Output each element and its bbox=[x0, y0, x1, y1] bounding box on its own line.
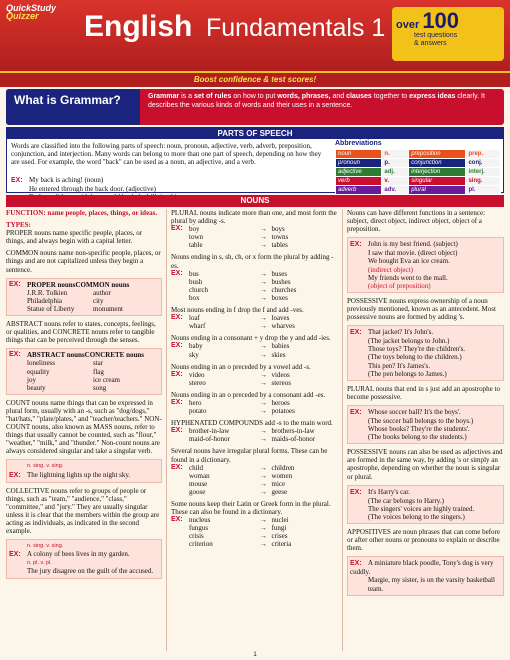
ex-label bbox=[171, 233, 189, 241]
plural-possessive-desc: PLURAL nouns that end in s just add an apostrophe to become possessive. bbox=[347, 384, 500, 401]
arrow-icon: → bbox=[260, 350, 267, 359]
abbreviations-heading: Abbreviations bbox=[335, 140, 382, 147]
ex-label: EX: bbox=[9, 471, 21, 479]
page-number: 1 bbox=[253, 652, 257, 658]
abbr-cell: p. bbox=[382, 159, 409, 168]
functions-examples bbox=[347, 237, 504, 293]
section-heading: PARTS OF SPEECH bbox=[7, 128, 503, 139]
app-ex-1: A miniature black poodle, Tony's dog is very cuddly. bbox=[350, 559, 494, 577]
nouns-column-3 bbox=[342, 209, 504, 651]
ex-label bbox=[171, 322, 189, 330]
ex-head-1: PROPER nouns bbox=[27, 280, 76, 289]
ex-label bbox=[171, 524, 189, 532]
arrow-icon: → bbox=[260, 277, 267, 286]
example-cell: author bbox=[93, 288, 111, 297]
abbr-cell: interjection bbox=[409, 168, 466, 177]
row-indent bbox=[9, 297, 27, 305]
ex-label: EX: bbox=[350, 488, 362, 496]
arrow-icon: → bbox=[260, 285, 267, 294]
ex-label bbox=[171, 407, 189, 415]
example-cell: equality bbox=[27, 367, 50, 376]
def-c: set of rules bbox=[193, 93, 232, 100]
plural-form: potatoes bbox=[271, 407, 295, 416]
count-desc: COUNT nouns name things that can be expressed in plural form, usually with an -s, such as "dog/dogs," "hat/hats," "plate/plates," and "teacher/teachers." NON-COUNT nouns, also known as MASS nouns, refer to things that usually cannot be counted, such as "flour," "weather," "milk," and "thunder." Non-count nouns are always considered singular and take a singular verb. bbox=[6, 398, 162, 456]
plural-row bbox=[171, 540, 338, 548]
brand-line2: Quizzer bbox=[6, 11, 39, 21]
plural-row bbox=[171, 488, 338, 496]
example-row bbox=[9, 289, 159, 297]
example-cell: flag bbox=[93, 367, 104, 376]
ex-label bbox=[171, 351, 189, 359]
example-cell: joy bbox=[27, 375, 36, 384]
def-f: and bbox=[330, 93, 347, 100]
plural-form: boys bbox=[271, 225, 285, 234]
arrow-icon: → bbox=[260, 370, 267, 379]
abbr-cell: noun bbox=[336, 150, 382, 159]
ex-label: EX: bbox=[350, 408, 362, 416]
plural-row bbox=[171, 351, 338, 359]
arrow-icon: → bbox=[260, 524, 267, 533]
def-b: is a bbox=[179, 93, 194, 100]
ex-label bbox=[171, 488, 189, 496]
plural-list-7 bbox=[171, 427, 338, 443]
app-ex-2: Margie, my sister, is on the varsity basketball team. bbox=[368, 576, 495, 593]
plural-list-4 bbox=[171, 342, 338, 358]
plural-row bbox=[171, 427, 338, 435]
ex-label: EX: bbox=[171, 398, 183, 406]
plural-row bbox=[171, 379, 338, 387]
plural-form: videos bbox=[271, 370, 290, 379]
possessive-examples bbox=[347, 325, 504, 381]
plural-form: crises bbox=[271, 532, 288, 541]
arrow-icon: → bbox=[260, 540, 267, 549]
abbreviations-table bbox=[335, 140, 501, 195]
ex-label: EX: bbox=[171, 269, 183, 277]
singular-form: mouse bbox=[189, 479, 208, 488]
plural-form: children bbox=[271, 463, 295, 472]
func-ex-3: We bought Eva an ice cream. bbox=[368, 257, 450, 266]
ex2-head-1: ABSTRACT nouns bbox=[27, 351, 85, 360]
ex-head-2: COMMON nouns bbox=[75, 280, 130, 289]
ex-label: EX: bbox=[171, 463, 183, 471]
abbr-row bbox=[336, 150, 501, 159]
abbr-cell: interj. bbox=[466, 168, 501, 177]
plural-form: babies bbox=[271, 342, 290, 351]
ex-label bbox=[171, 379, 189, 387]
ex2-rows bbox=[9, 359, 159, 391]
example-cell: ice cream bbox=[93, 375, 121, 384]
abbr-cell: conj. bbox=[466, 159, 501, 168]
plural-form: criteria bbox=[271, 540, 292, 549]
def-e: words, phrases, bbox=[277, 93, 331, 100]
func-ex-4: My friends went to the mall. bbox=[368, 273, 448, 282]
question-count-badge bbox=[392, 7, 504, 61]
singular-form: bus bbox=[189, 269, 199, 278]
collective-tags-2: n. pl. v. pl. bbox=[27, 560, 52, 567]
plural-form: loaves bbox=[271, 314, 290, 323]
plural-row bbox=[171, 435, 338, 443]
ex-label: EX: bbox=[9, 551, 21, 559]
abbr-cell: preposition bbox=[409, 150, 466, 159]
header-banner bbox=[0, 0, 510, 74]
page-title: English bbox=[84, 10, 193, 43]
ex-label: EX: bbox=[350, 241, 362, 249]
ex-label bbox=[171, 532, 189, 540]
hyphenated-desc: HYPHENATED COMPOUNDS add -s to the main word. bbox=[171, 419, 333, 428]
singular-form: brother-in-law bbox=[189, 427, 230, 436]
example-row bbox=[9, 384, 159, 392]
plural-row bbox=[171, 278, 338, 286]
common-desc: COMMON nouns name non-specific people, places, or things and are not capitalized unless they begin a sentence. bbox=[6, 249, 161, 274]
func-ex-4b: (object of preposition) bbox=[368, 281, 431, 290]
example-row bbox=[9, 305, 159, 313]
grammar-definition bbox=[148, 92, 498, 110]
arrow-icon: → bbox=[260, 479, 267, 488]
plural-row bbox=[171, 342, 338, 350]
f-desc: Most nouns ending in f drop the f and add -ves. bbox=[171, 306, 304, 315]
arrow-icon: → bbox=[260, 293, 267, 302]
ex-label: EX: bbox=[9, 351, 21, 359]
ex-label: EX: bbox=[350, 560, 362, 568]
plural-form: towns bbox=[271, 233, 289, 242]
abbr-cell: prep. bbox=[466, 150, 501, 159]
example-cell: beauty bbox=[27, 383, 46, 392]
plural-form: brothers-in-law bbox=[271, 427, 315, 436]
singular-form: woman bbox=[189, 471, 210, 480]
y-desc: Nouns ending in a consonant + y drop the y and add -ies. bbox=[171, 334, 331, 343]
abbr-cell: pl. bbox=[466, 186, 501, 195]
pp-ex-1: Whose soccer ball? It's the boys'. bbox=[368, 407, 461, 416]
abbr-grid bbox=[335, 149, 501, 195]
ex-label bbox=[171, 241, 189, 249]
plural-form: stereos bbox=[271, 378, 291, 387]
badge-over: over bbox=[396, 19, 420, 31]
example-cell: song bbox=[93, 383, 107, 392]
possessive-desc: POSSESSIVE nouns express ownership of a noun previously mentioned, known as an antecedent. Most possessive nouns are formed by adding 's. bbox=[347, 296, 496, 322]
singular-form: wharf bbox=[189, 322, 206, 331]
abbr-cell: adverb bbox=[336, 186, 382, 195]
abbr-cell: plural bbox=[409, 186, 466, 195]
ex-label: EX: bbox=[171, 516, 183, 524]
plural-row bbox=[171, 472, 338, 480]
plural-form: bushes bbox=[271, 277, 291, 286]
poss-ex-3b: (The pen belongs to James.) bbox=[368, 369, 447, 378]
arrow-icon: → bbox=[260, 378, 267, 387]
arrow-icon: → bbox=[260, 398, 267, 407]
abbr-cell: adj. bbox=[382, 168, 409, 177]
plural-list-1 bbox=[171, 225, 338, 249]
plural-form: nuclei bbox=[271, 516, 289, 525]
ex-label: EX: bbox=[350, 329, 362, 337]
ex-label bbox=[171, 286, 189, 294]
row-indent bbox=[9, 384, 27, 392]
arrow-icon: → bbox=[260, 407, 267, 416]
func-ex-3b: (indirect object) bbox=[368, 265, 413, 274]
example-cell: city bbox=[93, 296, 104, 305]
arrow-icon: → bbox=[260, 342, 267, 351]
plural-row bbox=[171, 286, 338, 294]
pp-ex-1b: (The soccer ball belongs to the boys.) bbox=[368, 416, 474, 425]
example-row bbox=[9, 359, 159, 367]
poss-ex-2b: (The toys belong to the children.) bbox=[368, 353, 462, 362]
abbr-cell: singular bbox=[409, 177, 466, 186]
possessive-adj-examples bbox=[347, 485, 504, 524]
singular-form: maid-of-honor bbox=[189, 435, 230, 444]
arrow-icon: → bbox=[260, 532, 267, 541]
plural-form: boxes bbox=[271, 293, 288, 302]
ex2-head-2: CONCRETE nouns bbox=[84, 351, 144, 360]
example-row bbox=[9, 368, 159, 376]
badge-number: 100 bbox=[422, 8, 460, 33]
arrow-icon: → bbox=[260, 225, 267, 234]
ex-label bbox=[171, 278, 189, 286]
plural-row bbox=[171, 399, 338, 407]
plural-list-5 bbox=[171, 371, 338, 387]
nouns-column-1 bbox=[6, 209, 162, 651]
arrow-icon: → bbox=[260, 471, 267, 480]
singular-form: child bbox=[189, 463, 203, 472]
abbr-cell: sing. bbox=[466, 177, 501, 186]
plural-form: maids-of-honor bbox=[271, 435, 316, 444]
abbr-cell: verb bbox=[336, 177, 382, 186]
def-j: clearly. It describes the various kinds of words and their uses in a sentence. bbox=[148, 93, 485, 109]
abbr-cell: v. bbox=[382, 177, 409, 186]
singular-form: bush bbox=[189, 277, 203, 286]
row-indent bbox=[9, 305, 27, 313]
plural-list-9 bbox=[171, 516, 338, 548]
singular-form: loaf bbox=[189, 314, 200, 323]
ex-label: EX: bbox=[9, 280, 21, 288]
abbr-cell: adv. bbox=[382, 186, 409, 195]
plural-list-3 bbox=[171, 314, 338, 330]
count-example bbox=[6, 459, 162, 482]
ex-label bbox=[171, 540, 189, 548]
arrow-icon: → bbox=[260, 269, 267, 278]
ex-label: EX: bbox=[171, 427, 183, 435]
pa-ex-2: The singers' voices are highly trained. bbox=[368, 504, 475, 513]
noun-types: TYPES: bbox=[6, 221, 31, 230]
plural-form: buses bbox=[271, 269, 288, 278]
plural-possessive-examples bbox=[347, 405, 504, 444]
arrow-icon: → bbox=[260, 463, 267, 472]
plural-row bbox=[171, 524, 338, 532]
arrow-icon: → bbox=[260, 435, 267, 444]
singular-form: fungus bbox=[189, 524, 209, 533]
ex-label: EX: bbox=[11, 177, 23, 184]
def-d: on how to put bbox=[231, 93, 278, 100]
def-g: clauses bbox=[346, 93, 372, 100]
plural-row bbox=[171, 322, 338, 330]
row-indent bbox=[9, 359, 27, 367]
singular-form: crisis bbox=[189, 532, 204, 541]
pos-example-2: He entered through the back door. (adjective) bbox=[29, 185, 156, 194]
example-cell: Statue of Liberty bbox=[27, 304, 75, 313]
plural-row bbox=[171, 225, 338, 233]
abbr-cell: n. bbox=[382, 150, 409, 159]
ex-label: EX: bbox=[171, 225, 183, 233]
grammar-question: What is Grammar? bbox=[6, 89, 140, 125]
singular-form: potato bbox=[189, 407, 207, 416]
def-i: express ideas bbox=[409, 93, 456, 100]
plural-row bbox=[171, 270, 338, 278]
abstract-concrete-examples bbox=[6, 348, 162, 394]
plural-row bbox=[171, 294, 338, 302]
abstract-desc: ABSTRACT nouns refer to states, concepts, feelings, or qualities, and CONCRETE nouns refer to tangible things that can be perceived through the senses. bbox=[6, 320, 156, 345]
example-cell: monument bbox=[93, 304, 123, 313]
ex-label: EX: bbox=[171, 342, 183, 350]
plural-form: churches bbox=[271, 285, 297, 294]
singular-form: video bbox=[189, 370, 205, 379]
ex-label bbox=[171, 480, 189, 488]
grammar-box bbox=[6, 89, 504, 125]
plural-form: wharves bbox=[271, 322, 295, 331]
abbr-cell: conjunction bbox=[409, 159, 466, 168]
plural-row bbox=[171, 464, 338, 472]
arrow-icon: → bbox=[260, 322, 267, 331]
arrow-icon: → bbox=[260, 314, 267, 323]
noun-function: FUNCTION: name people, places, things, or ideas. bbox=[6, 209, 158, 217]
proper-desc: PROPER nouns name specific people, places, or things, and always begin with a capital letter. bbox=[6, 229, 143, 246]
poss-ex-2: Those toys? They're the children's. bbox=[368, 345, 466, 354]
plural-row bbox=[171, 314, 338, 322]
plural-form: fungi bbox=[271, 524, 287, 533]
plural-form: women bbox=[271, 471, 293, 480]
abbr-cell: adjective bbox=[336, 168, 382, 177]
singular-form: stereo bbox=[189, 378, 206, 387]
arrow-icon: → bbox=[260, 516, 267, 525]
singular-form: boy bbox=[189, 225, 200, 234]
example-cell: star bbox=[93, 359, 104, 368]
func-ex-1: John is my best friend. (subject) bbox=[368, 240, 458, 249]
functions-desc: Nouns can have different functions in a sentence: subject, direct object, indirect object, object of a preposition. bbox=[347, 209, 486, 234]
pa-ex-1b: (The car belongs to Harry.) bbox=[368, 496, 444, 505]
plural-list-6 bbox=[171, 399, 338, 415]
def-h: together to bbox=[371, 93, 410, 100]
row-indent bbox=[9, 289, 27, 297]
pos-description: Words are classified into the following parts of speech: noun, pronoun, adjective, verb, adverb, preposition, conjunction, and interjection. Many words can belong to more than one part of speech, depending on how they are used. For example, the word "back" can be used as a noun, an adjective, and a verb. bbox=[11, 142, 322, 167]
abbr-cell: pronoun bbox=[336, 159, 382, 168]
collective-desc: COLLECTIVE nouns refer to groups of people or things, such as "team," "audience," "class," "committee," and "jury." They are usually singular unless it is clear that the members within the group are acting as individuals, as indicated in the second example. bbox=[6, 486, 160, 536]
page-subtitle: Fundamentals 1 bbox=[206, 14, 386, 42]
es-desc: Nouns ending in s, sh, ch, or x form the plural by adding -es. bbox=[171, 253, 334, 270]
func-ex-2: I saw that movie. (direct object) bbox=[368, 249, 458, 258]
example-row bbox=[9, 297, 159, 305]
example-cell: Philadelphia bbox=[27, 296, 62, 305]
abbr-row bbox=[336, 168, 501, 177]
collective-tags-1: n. sing. v. sing. bbox=[27, 543, 64, 550]
poss-ex-3: This pen? It's James's. bbox=[368, 361, 431, 370]
plural-row bbox=[171, 480, 338, 488]
plural-form: heroes bbox=[271, 398, 290, 407]
plural-form: tables bbox=[271, 241, 288, 250]
pp-ex-2b: (The books belong to the students.) bbox=[368, 433, 467, 442]
singular-form: table bbox=[189, 241, 203, 250]
pa-ex-1: It's Harry's car. bbox=[368, 487, 410, 496]
abbr-row bbox=[336, 159, 501, 168]
plural-row bbox=[171, 532, 338, 540]
arrow-icon: → bbox=[260, 487, 267, 496]
possessive-adj-desc: POSSESSIVE nouns can also be used as adjectives and are formed in the same way, by adding 's or simply an apostrophe, depending on whether the noun is singular or plural. bbox=[347, 448, 503, 481]
collective-example-2: The jury disagree on the guilt of the accused. bbox=[27, 567, 154, 576]
proper-common-examples bbox=[6, 278, 162, 316]
appositives-examples bbox=[347, 556, 504, 595]
collective-examples bbox=[6, 539, 162, 578]
poss-ex-1: That jacket? It's John's. bbox=[368, 328, 434, 337]
ex-label bbox=[171, 294, 189, 302]
o-consonant-desc: Nouns ending in an o preceded by a consonant add -es. bbox=[171, 390, 326, 399]
pp-ex-2: Whose books? They're the students'. bbox=[368, 425, 470, 434]
singular-form: box bbox=[189, 293, 200, 302]
brand-line1: QuickStudy bbox=[6, 3, 57, 13]
row-indent bbox=[9, 376, 27, 384]
badge-line3: & answers bbox=[414, 40, 447, 47]
example-cell: loneliness bbox=[27, 359, 55, 368]
plural-row bbox=[171, 407, 338, 415]
latin-desc: Some nouns keep their Latin or Greek form in the plural. These can also be found in a dictionary. bbox=[171, 500, 331, 517]
ex-label: EX: bbox=[171, 370, 183, 378]
badge-line2: test questions bbox=[414, 32, 458, 39]
brand-logo bbox=[6, 4, 56, 20]
appositives-desc: APPOSITIVES are noun phrases that can come before or after other nouns or pronouns to explain or describe them. bbox=[347, 528, 500, 553]
plural-row bbox=[171, 241, 338, 249]
count-example-text: The lightning lights up the night sky. bbox=[27, 470, 131, 479]
plural-desc: PLURAL nouns indicate more than one, and most form the plural by adding -s. bbox=[171, 209, 337, 226]
ex-label bbox=[171, 435, 189, 443]
singular-form: hero bbox=[189, 398, 202, 407]
plural-row bbox=[171, 516, 338, 524]
arrow-icon: → bbox=[260, 427, 267, 436]
tagline: Boost confidence & test scores! bbox=[0, 73, 510, 87]
singular-form: town bbox=[189, 233, 203, 242]
ex-rows bbox=[9, 289, 159, 313]
example-row bbox=[9, 376, 159, 384]
singular-form: church bbox=[189, 285, 209, 294]
singular-form: nucleus bbox=[189, 516, 211, 525]
example-cell: J.R.R. Tolkien bbox=[27, 288, 68, 297]
singular-form: criterion bbox=[189, 540, 213, 549]
plural-list-2 bbox=[171, 270, 338, 302]
plural-form: geese bbox=[271, 487, 288, 496]
pa-ex-2b: (The voices belong to the singers.) bbox=[368, 512, 465, 521]
poss-ex-1b: (The jacket belongs to John.) bbox=[368, 337, 450, 346]
plural-row bbox=[171, 371, 338, 379]
ex-label: EX: bbox=[171, 314, 183, 322]
pos-example-1: My back is aching! (noun) bbox=[29, 176, 104, 184]
arrow-icon: → bbox=[260, 233, 267, 242]
plural-form: mice bbox=[271, 479, 286, 488]
def-a: Grammar bbox=[148, 93, 180, 100]
abbr-row bbox=[336, 186, 501, 195]
nouns-column-2 bbox=[166, 209, 338, 651]
parts-of-speech-section bbox=[6, 127, 504, 193]
singular-form: sky bbox=[189, 350, 199, 359]
collective-example-1: A colony of bees lives in my garden. bbox=[27, 550, 130, 559]
singular-form: baby bbox=[189, 342, 203, 351]
irregular-desc: Several nouns have irregular plural forms. These can be found in a dictionary. bbox=[171, 447, 328, 464]
o-vowel-desc: Nouns ending in an o preceded by a vowel add -s. bbox=[171, 362, 311, 371]
ex-label bbox=[171, 472, 189, 480]
plural-row bbox=[171, 233, 338, 241]
abbr-row bbox=[336, 177, 501, 186]
nouns-heading: NOUNS bbox=[6, 195, 504, 207]
plural-list-8 bbox=[171, 464, 338, 496]
count-tags: n. sing. v. sing. bbox=[27, 463, 64, 470]
arrow-icon: → bbox=[260, 241, 267, 250]
row-indent bbox=[9, 368, 27, 376]
singular-form: goose bbox=[189, 487, 206, 496]
plural-form: skies bbox=[271, 350, 286, 359]
